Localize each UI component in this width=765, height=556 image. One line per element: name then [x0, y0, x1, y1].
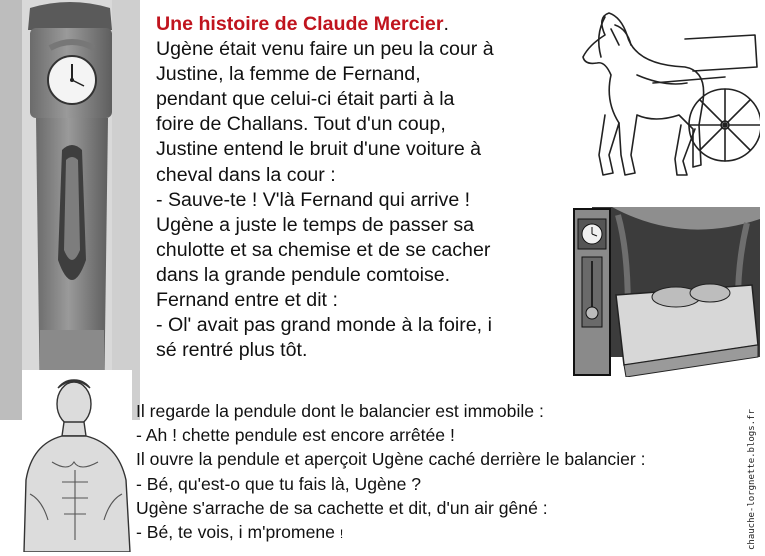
ending-line: - Ah ! chette pendule est encore arrêtée ! [136, 425, 455, 446]
story-line: cheval dans la cour : [156, 163, 336, 186]
ending-line: Il ouvre la pendule et aperçoit Ugène caché derrière le balancier : [136, 449, 646, 470]
story-title-punct: . [443, 13, 449, 35]
blog-watermark [744, 392, 758, 552]
story-line: Fernand entre et dit : [156, 289, 338, 312]
bare-chested-man-drawing [22, 370, 132, 552]
story-line: pendant que celui-ci était parti à la [156, 88, 455, 111]
ending-line: Il regarde la pendule dont le balancier est immobile : [136, 401, 544, 421]
story-text [156, 12, 568, 363]
ending-line: - Bé, qu'est-o que tu fais là, Ugène ? [136, 473, 422, 494]
story-title: Une histoire de Claude Mercier [156, 13, 444, 35]
story-line: Ugène a juste le temps de passer sa [156, 213, 475, 236]
watermark-text: chauche-lorgnette.blogs.fr [747, 409, 757, 550]
ending-last-line-text: - Bé, te vois, i m'promene [136, 522, 335, 543]
story-line: Ugène était venu faire un peu la cour à [156, 38, 494, 61]
story-line: foire de Challans. Tout d'un coup, [156, 113, 446, 136]
story-line: Justine entend le bruit d'une voiture à [156, 138, 482, 161]
ending-last-line-end: ! [339, 527, 344, 542]
ending-line: Ugène s'arrache de sa cachette et dit, d'un air gêné : [136, 497, 548, 518]
ending-last-line [136, 520, 756, 546]
ending-text [136, 399, 756, 546]
story-line: sé rentré plus tôt. [156, 339, 308, 362]
story-line: chulotte et sa chemise et de se cacher [156, 238, 491, 261]
story-line: - Sauve-te ! V'là Fernand qui arrive ! [156, 188, 471, 211]
story-line: - Ol' avait pas grand monde à la foire, i [156, 314, 492, 337]
story-line: dans la grande pendule comtoise. [156, 263, 451, 286]
story-title-line [156, 12, 568, 37]
bedroom-with-clock-illustration [572, 205, 760, 377]
grandfather-clock-photo [0, 0, 140, 420]
horse-and-cart-drawing [575, 5, 760, 187]
story-line: Justine, la femme de Fernand, [156, 63, 421, 86]
